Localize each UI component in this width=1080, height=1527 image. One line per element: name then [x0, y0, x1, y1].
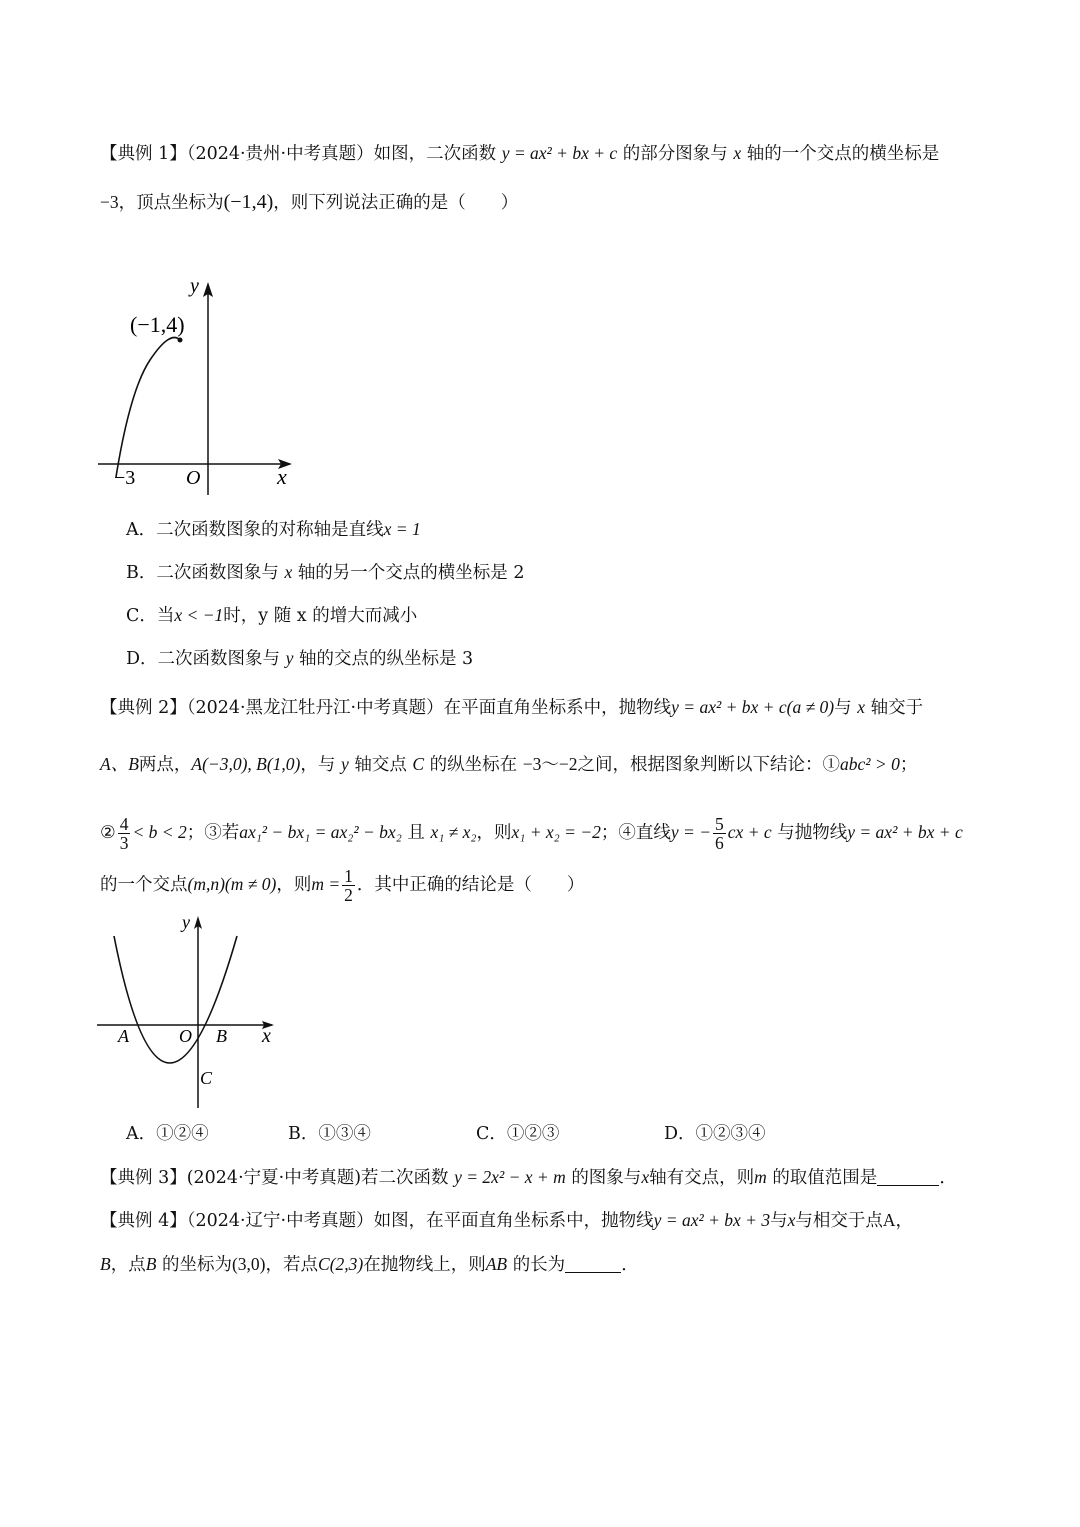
ex2-points: A、B — [100, 754, 139, 774]
ex1-vertex: (−1,4) — [223, 191, 274, 213]
ex1-parabola — [116, 338, 180, 478]
ex4-segment: AB — [485, 1254, 508, 1274]
ex4-answer-blank[interactable] — [565, 1254, 621, 1273]
ex3-function: y = 2x² − x + m — [454, 1167, 566, 1187]
ex2-text: 轴交点 — [354, 755, 407, 775]
ex2-text: 与抛物线 — [777, 823, 848, 843]
ex3-end: ． — [939, 1168, 957, 1188]
ex2-function: y = ax² + bx + c(a ≠ 0) — [671, 697, 835, 717]
ex4-text: 在抛物线上，则 — [363, 1255, 486, 1275]
ex4-point-b: B — [100, 1254, 111, 1274]
option-letter: B． — [126, 563, 157, 583]
option-math: y — [285, 648, 294, 668]
option-text: ①②③④ — [695, 1124, 766, 1144]
ex2-point-a: A — [118, 1026, 129, 1046]
ex2-option-a[interactable] — [126, 1122, 209, 1146]
ex3-text: 的取值范围是 — [772, 1168, 878, 1188]
frac-den: 6 — [715, 833, 724, 853]
ex3-text: 轴有交点，则 — [649, 1168, 755, 1188]
ex1-vertex-label: (−1,4) — [130, 312, 185, 337]
ex2-tag: 【典例 2】 — [100, 698, 187, 718]
ex2-text: ，与 — [300, 755, 336, 775]
ex4-var: B — [145, 1254, 157, 1274]
ex3-line — [100, 1165, 957, 1190]
ex2-text: ；③若 — [186, 823, 240, 843]
option-letter: D． — [126, 649, 158, 669]
ex4-text: 的长为 — [512, 1255, 566, 1275]
ex2-point-c: C — [200, 1068, 213, 1088]
ex1-graph — [90, 270, 310, 495]
option-text: ①③④ — [318, 1124, 371, 1144]
ex3-text: 若二次函数 — [361, 1168, 449, 1188]
ex2-line-eq: cx + c — [727, 822, 772, 842]
ex4-source: （2024·辽宁·中考真题） — [186, 1211, 374, 1231]
ex3-var: x — [641, 1167, 650, 1187]
ex4-line2 — [100, 1252, 639, 1277]
option-text: 二次函数图象与 — [156, 563, 279, 583]
ex1-tag: 【典例 1】 — [100, 144, 187, 164]
ex1-source: （2024·贵州·中考真题） — [186, 144, 374, 164]
ex2-text: ；④直线 — [600, 823, 671, 843]
ex2-question: ．其中正确的结论是（ ） — [356, 875, 585, 895]
option-letter: B． — [288, 1124, 319, 1144]
ex2-var: C — [412, 754, 425, 774]
ex4-coord: (3,0) — [231, 1254, 266, 1274]
option-tail: 时，y 随 x 的增大而减小 — [223, 606, 418, 626]
ex1-function: y = ax² + bx + c — [501, 143, 618, 163]
ex1-option-a[interactable] — [126, 517, 421, 542]
ex4-point-c: C(2,3) — [318, 1254, 364, 1274]
ex2-text: 且 — [407, 823, 425, 843]
ex2-text: ② — [100, 823, 116, 843]
frac-num: 1 — [344, 866, 353, 886]
ex2-function: y = ax² + bx + c — [847, 822, 963, 842]
ex2-point: (m,n)(m ≠ 0) — [187, 874, 277, 894]
option-tail: 轴的交点的纵坐标是 3 — [298, 649, 474, 669]
option-text: 当 — [156, 606, 175, 626]
ex4-point-a: A — [882, 1210, 896, 1230]
ex4-text: 如图，在平面直角坐标系中，抛物线 — [373, 1211, 654, 1231]
ex2-coords: A(−3,0), B(1,0) — [191, 754, 301, 774]
ex1-x-label: x — [277, 464, 287, 489]
ex4-text: 与相交于点 — [795, 1211, 883, 1231]
ex1-text: ，顶点坐标为 — [118, 193, 224, 213]
ex2-m: m = — [311, 874, 341, 894]
ex2-line3 — [100, 812, 963, 853]
ex1-option-c[interactable] — [126, 603, 417, 628]
ex2-text: ，则 — [276, 875, 312, 895]
ex2-x-label: x — [262, 1025, 271, 1047]
ex1-text: 轴的一个交点的横坐标是 — [746, 144, 940, 164]
ex2-y-label: y — [182, 912, 190, 932]
ex2-option-d[interactable] — [664, 1122, 766, 1146]
ex2-text: 与 — [834, 698, 852, 718]
option-letter: D． — [664, 1124, 696, 1144]
ex3-source: (2024·宁夏·中考真题) — [186, 1168, 362, 1188]
ex4-text: ， — [895, 1211, 914, 1231]
ex2-text: 在平面直角坐标系中，抛物线 — [443, 698, 672, 718]
ex4-function: y = ax² + bx + 3 — [653, 1210, 771, 1230]
ex4-end: ． — [621, 1255, 639, 1275]
ex2-source: （2024·黑龙江牡丹江·中考真题） — [186, 698, 444, 718]
ex4-var: x — [787, 1210, 796, 1230]
ex2-text: 之间，根据图象判断以下结论：① — [577, 755, 840, 775]
option-text: 二次函数图象的对称轴是直线 — [156, 520, 384, 540]
ex3-answer-blank[interactable] — [877, 1167, 939, 1186]
ex1-text: 如图，二次函数 — [373, 144, 497, 164]
ex2-text: ，则 — [476, 823, 512, 843]
frac-den: 3 — [119, 833, 129, 853]
ex2-equation: ax₁² − bx₁ = ax₂² − bx₂ — [239, 822, 402, 842]
option-math: x < −1 — [174, 605, 224, 625]
ex1-text: 的部分图象与 — [622, 144, 728, 164]
option-tail: 轴的另一个交点的横坐标是 2 — [297, 563, 525, 583]
ex2-graph — [92, 908, 292, 1113]
option-letter: C． — [126, 606, 157, 626]
ex2-text: 两点， — [138, 755, 192, 775]
ex2-point-b: B — [216, 1026, 227, 1046]
ex2-fraction-1-2 — [342, 867, 355, 904]
ex2-fraction-4-3 — [118, 815, 131, 852]
ex2-text: 轴交于 — [870, 698, 924, 718]
ex2-option-b[interactable] — [288, 1122, 371, 1146]
ex2-text: 的纵坐标在 — [429, 755, 518, 775]
ex1-origin-label: O — [186, 467, 201, 489]
option-math: x — [284, 562, 293, 582]
ex2-line4 — [100, 864, 584, 905]
ex1-line1 — [100, 141, 939, 166]
ex1-var: x — [733, 143, 742, 163]
ex4-text: 的坐标为 — [161, 1255, 232, 1275]
option-text: ①②③ — [506, 1124, 560, 1144]
ex3-var: m — [754, 1167, 767, 1187]
ex2-fraction-5-6 — [713, 815, 726, 852]
ex1-vertex-dot — [178, 338, 183, 343]
ex2-origin: O — [179, 1026, 192, 1046]
ex1-tick-label: −3 — [114, 467, 136, 489]
frac-num: 4 — [119, 814, 129, 834]
ex2-option-c[interactable] — [476, 1122, 559, 1146]
option-math: x = 1 — [383, 519, 421, 539]
ex2-sum: x₁ + x₂ = −2 — [511, 822, 601, 842]
option-text: ①②④ — [156, 1124, 209, 1144]
ex2-ineq: < b < 2 — [132, 822, 187, 842]
ex2-text: 的一个交点 — [100, 875, 188, 895]
ex2-line-eq: y = − — [670, 822, 712, 842]
ex4-text: 与 — [770, 1211, 788, 1231]
ex4-text: ，点 — [110, 1255, 146, 1275]
ex1-option-b[interactable] — [126, 560, 525, 585]
ex2-condition: abc² > 0 — [840, 754, 900, 774]
ex2-text: ； — [899, 755, 918, 775]
frac-den: 2 — [344, 885, 353, 905]
ex2-line1 — [100, 695, 923, 720]
ex4-text: ，若点 — [265, 1255, 319, 1275]
frac-num: 5 — [715, 814, 724, 834]
ex3-tag: 【典例 3】 — [100, 1168, 187, 1188]
ex2-line2 — [100, 752, 917, 777]
ex1-y-label: y — [190, 275, 199, 297]
ex4-line1 — [100, 1208, 913, 1233]
option-letter: A． — [126, 1124, 157, 1144]
ex2-var: y — [340, 754, 349, 774]
ex1-root: −3 — [100, 192, 119, 212]
ex4-tag: 【典例 4】 — [100, 1211, 187, 1231]
ex2-neq: x₁ ≠ x₂ — [430, 822, 477, 842]
ex1-line2 — [100, 190, 518, 215]
ex2-var: x — [857, 697, 865, 717]
ex1-question: ，则下列说法正确的是（ ） — [273, 193, 519, 213]
ex1-option-d[interactable] — [126, 646, 473, 671]
ex2-range: −3～−2 — [522, 754, 578, 774]
ex3-text: 的图象与 — [571, 1168, 642, 1188]
option-letter: A． — [126, 520, 157, 540]
option-letter: C． — [476, 1124, 507, 1144]
option-text: 二次函数图象与 — [157, 649, 281, 669]
